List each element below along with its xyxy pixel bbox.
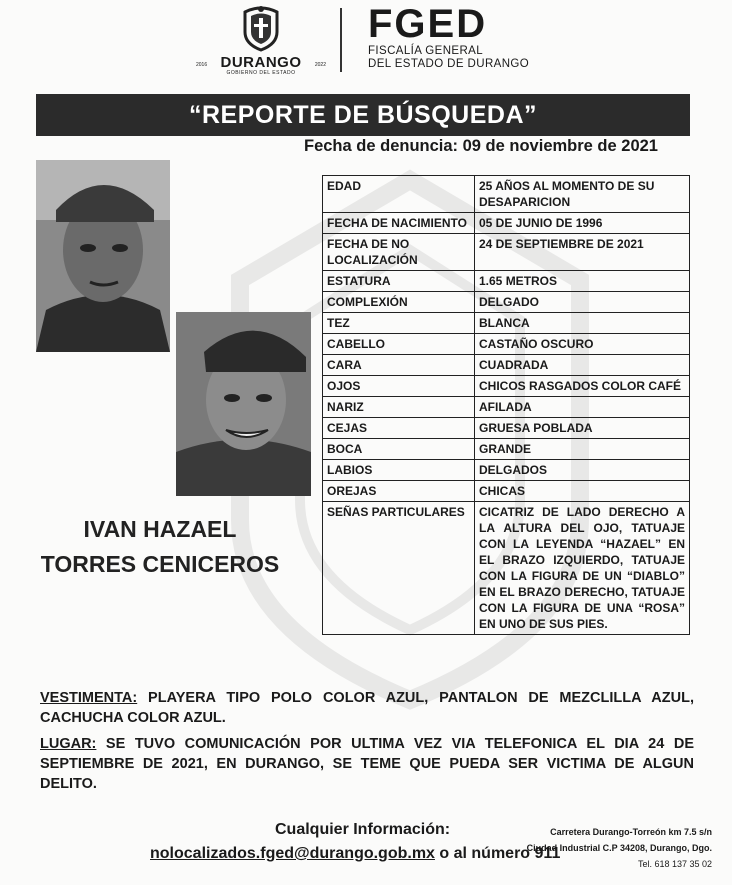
address-line1: Carretera Durango-Torreón km 7.5 s/n [550, 827, 712, 837]
place-paragraph [40, 734, 694, 794]
place-label: LUGAR: [40, 736, 97, 752]
row-label: NARIZ [323, 397, 475, 418]
row-label: FECHA DE NO LOCALIZACIÓN [323, 234, 475, 271]
row-label: LABIOS [323, 460, 475, 481]
table-row-nacimiento [323, 213, 690, 234]
durango-logo [196, 4, 326, 76]
row-label: OREJAS [323, 481, 475, 502]
table-row-boca [323, 439, 690, 460]
contact-phone-text: o al número 911 [434, 845, 561, 862]
coat-of-arms-icon [239, 4, 283, 52]
row-value: 1.65 METROS [475, 271, 690, 292]
table-row-senas [323, 502, 690, 635]
logo-year-left: 2016 [196, 62, 208, 68]
description-table [322, 175, 690, 635]
row-value: GRANDE [475, 439, 690, 460]
portrait-photo-1 [36, 160, 170, 352]
header-divider [340, 8, 342, 72]
row-label: TEZ [323, 313, 475, 334]
row-label: CABELLO [323, 334, 475, 355]
table-row-labios [323, 460, 690, 481]
table-row-edad [323, 176, 690, 213]
clothing-label: VESTIMENTA: [40, 690, 138, 706]
complaint-date: Fecha de denuncia: 09 de noviembre de 2021 [304, 137, 658, 155]
person-name-line1: IVAN HAZAEL [83, 516, 237, 542]
table-row-orejas [323, 481, 690, 502]
portrait-photo-2 [176, 312, 311, 496]
logo-subtitle: GOBIERNO DEL ESTADO [226, 70, 296, 76]
agency-name-line2: DEL ESTADO DE DURANGO [368, 58, 530, 70]
table-row-cara [323, 355, 690, 376]
table-row-no-localizacion [323, 234, 690, 271]
address-line2: Ciudad Industrial C.P 34208, Durango, Dgo. [526, 843, 712, 853]
logo-word: DURANGO [220, 54, 302, 71]
row-value: CICATRIZ DE LADO DERECHO A LA ALTURA DEL OJO, TATUAJE CON LA LEYENDA “HAZAEL” EN EL BRAZO IZQUIERDO, TATUAJE CON LA FIGURA DE UN “DIABLO” EN EL BRAZO DERECHO, TATUAJE CON LA FIGURA DE UNA “ROSA” EN UNO DE SUS PIES. [475, 502, 690, 635]
report-title: “REPORTE DE BÚSQUEDA” [36, 94, 690, 136]
address-phone: Tel. 618 137 35 02 [637, 859, 712, 869]
missing-person-photo-1 [36, 160, 170, 352]
row-value: BLANCA [475, 313, 690, 334]
table-row-estatura [323, 271, 690, 292]
missing-person-photo-2 [176, 312, 311, 496]
row-value: CUADRADA [475, 355, 690, 376]
row-value: CHICAS [475, 481, 690, 502]
table-row-ojos [323, 376, 690, 397]
row-label: COMPLEXIÓN [323, 292, 475, 313]
logo-year-right: 2022 [314, 62, 326, 68]
row-value: CASTAÑO OSCURO [475, 334, 690, 355]
row-value: AFILADA [475, 397, 690, 418]
row-value: 25 AÑOS AL MOMENTO DE SU DESAPARICION [475, 176, 690, 213]
row-label: EDAD [323, 176, 475, 213]
row-value: DELGADO [475, 292, 690, 313]
row-label: FECHA DE NACIMIENTO [323, 213, 475, 234]
row-value: CHICOS RASGADOS COLOR CAFÉ [475, 376, 690, 397]
row-value: 05 DE JUNIO DE 1996 [475, 213, 690, 234]
row-label: CEJAS [323, 418, 475, 439]
agency-acronym: FGED [368, 2, 488, 46]
row-label: SEÑAS PARTICULARES [323, 502, 475, 635]
table-row-cejas [323, 418, 690, 439]
agency-name [368, 45, 529, 71]
table-row-complexion [323, 292, 690, 313]
person-name-line2: TORRES CENICEROS [40, 551, 280, 577]
contact-email-link[interactable]: nolocalizados.fged@durango.gob.mx [150, 845, 435, 862]
table-row-tez [323, 313, 690, 334]
contact-heading: Cualquier Información: [275, 821, 451, 838]
row-label: CARA [323, 355, 475, 376]
row-label: OJOS [323, 376, 475, 397]
place-text: SE TUVO COMUNICACIÓN POR ULTIMA VEZ VIA TELEFONICA EL DIA 24 DE SEPTIEMBRE DE 2021, EN DURANGO, SE TEME QUE PUEDA SER VICTIMA DE ALGUN DELITO. [40, 736, 694, 792]
row-value: GRUESA POBLADA [475, 418, 690, 439]
row-label: ESTATURA [323, 271, 475, 292]
agency-address [520, 824, 712, 872]
clothing-text: PLAYERA TIPO POLO COLOR AZUL, PANTALON DE MEZCLILLA AZUL, CACHUCHA COLOR AZUL. [40, 690, 694, 726]
contact-line [150, 845, 560, 863]
row-label: BOCA [323, 439, 475, 460]
table-row-nariz [323, 397, 690, 418]
row-value: DELGADOS [475, 460, 690, 481]
clothing-paragraph [40, 688, 694, 728]
agency-name-line1: FISCALÍA GENERAL [368, 45, 484, 57]
row-value: 24 DE SEPTIEMBRE DE 2021 [475, 234, 690, 271]
table-row-cabello [323, 334, 690, 355]
